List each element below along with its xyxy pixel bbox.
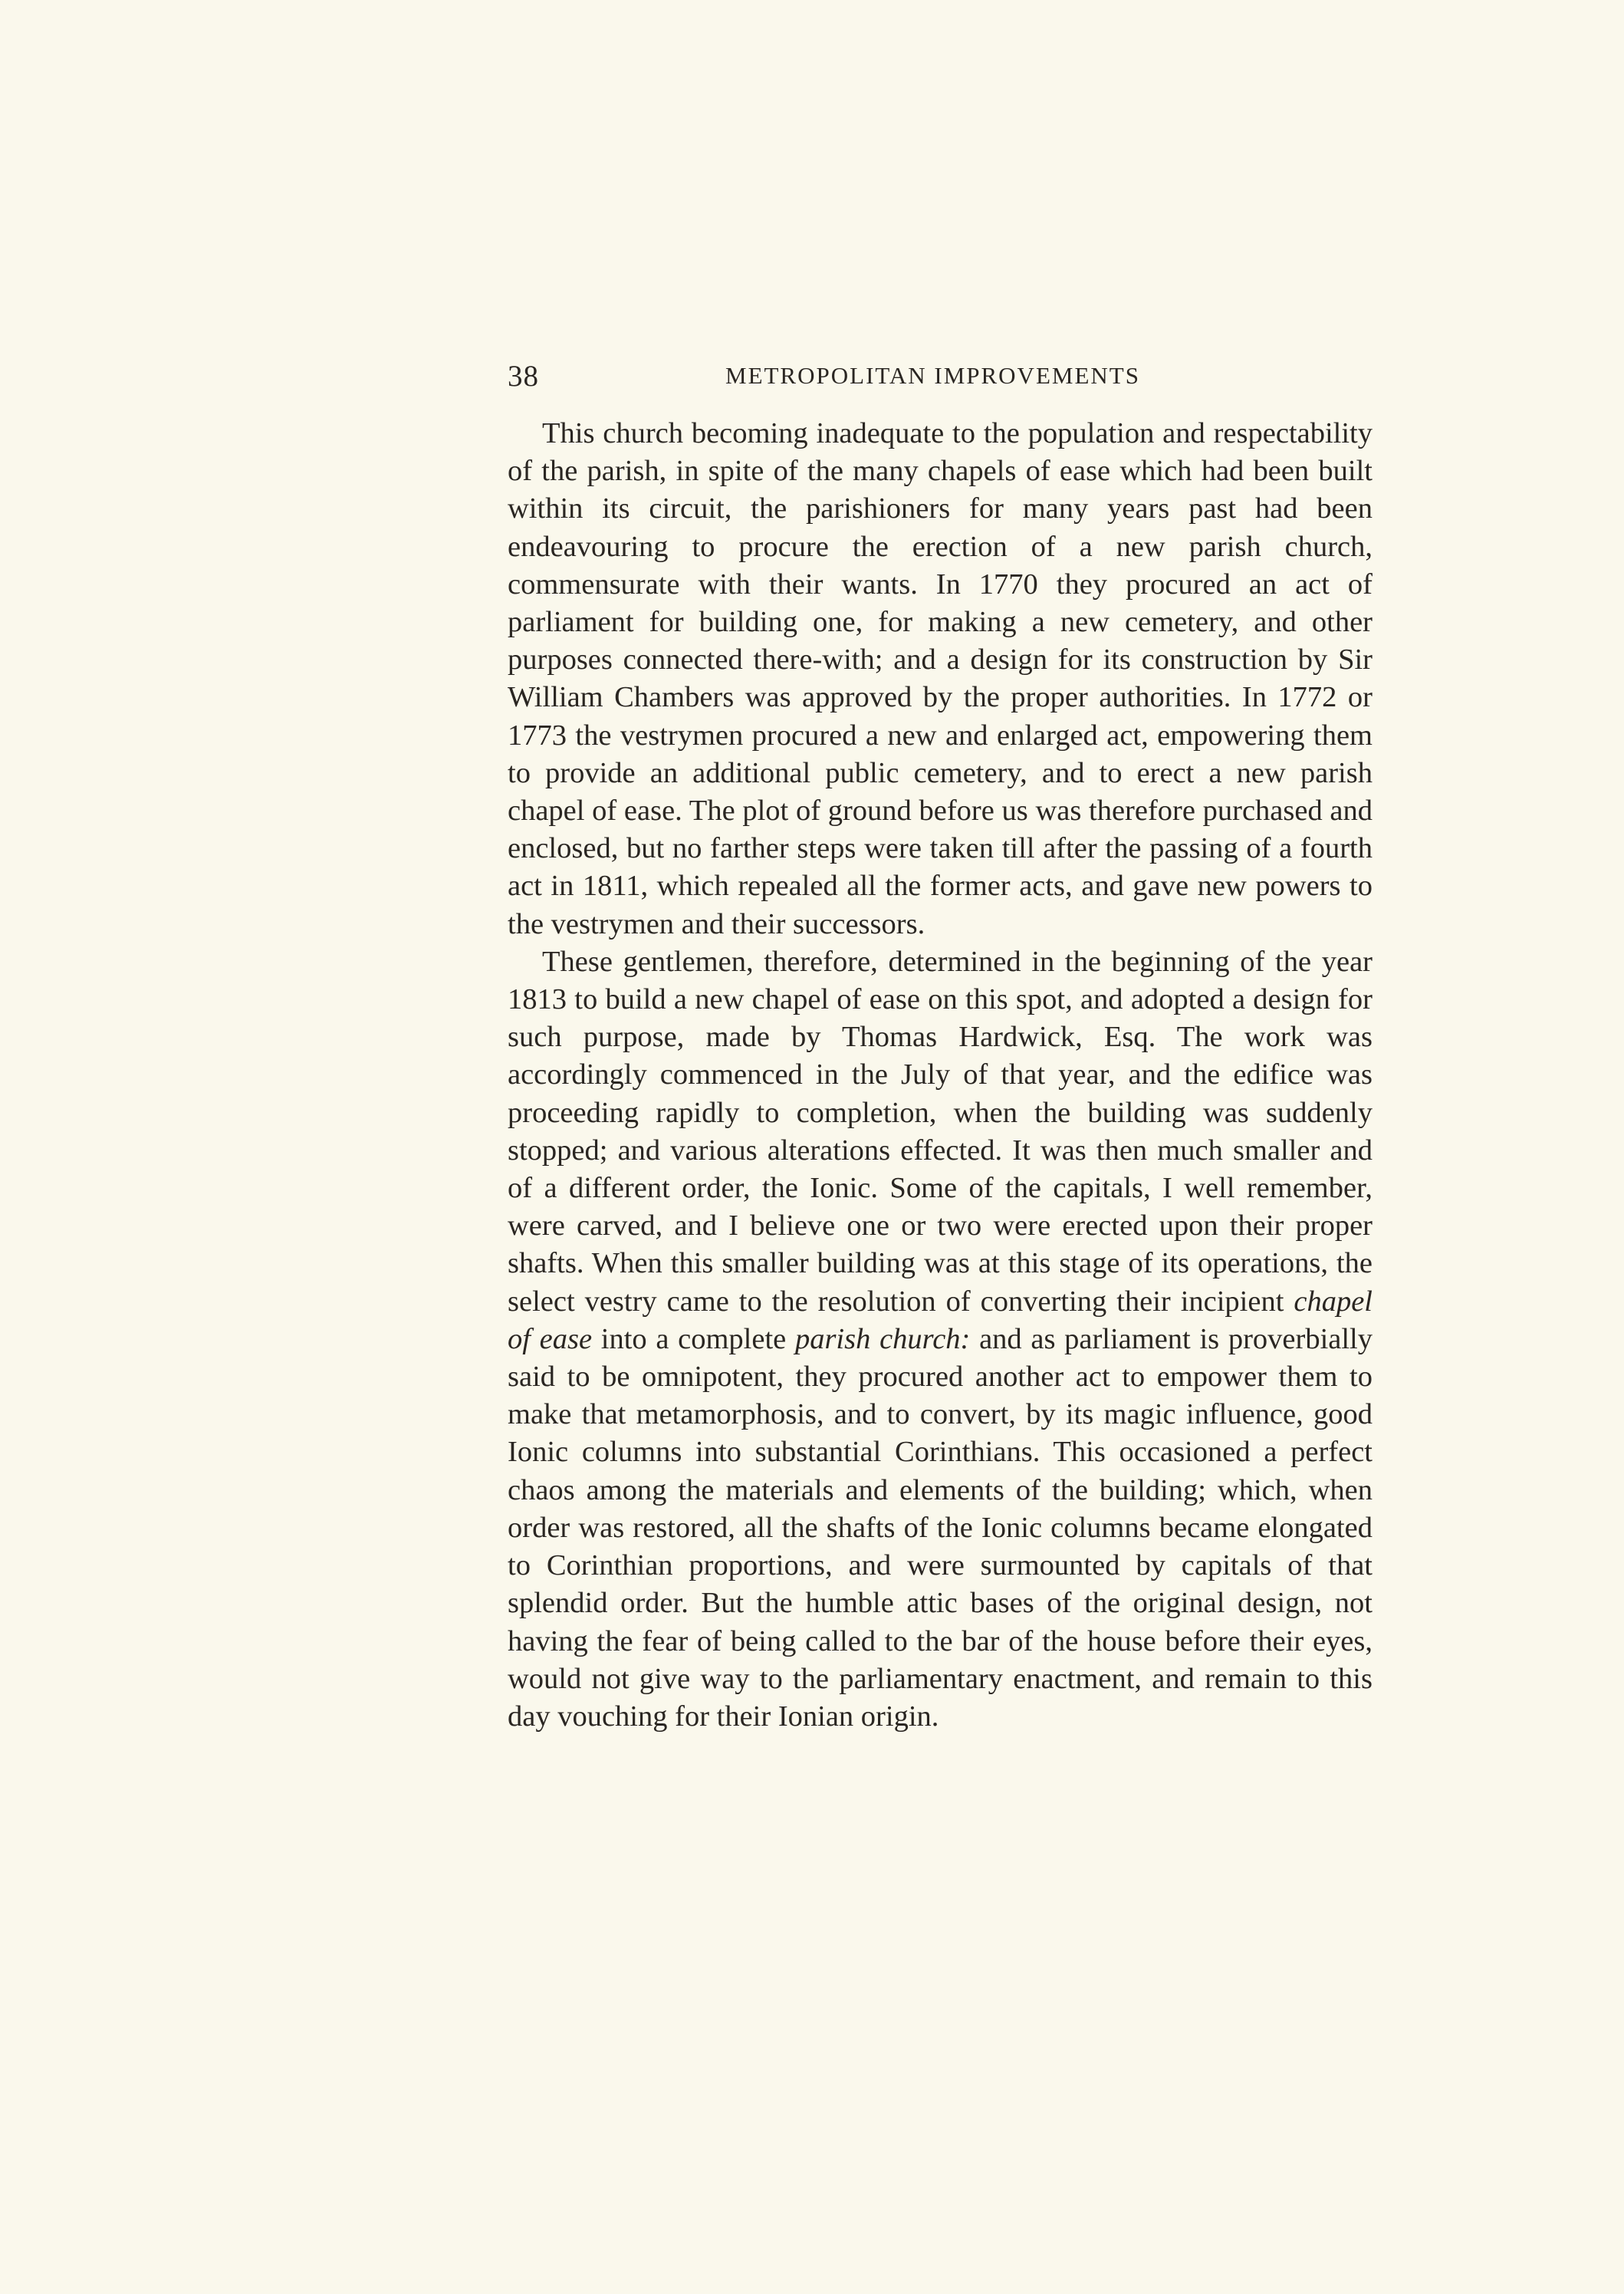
- paragraph-1: This church becoming inadequate to the population and respectability of the parish, in spite of the many chapels of ease which had been built within its circuit, the parishioners for many years past had been endeavouring to procure the erection of a new parish church, commensurate with their wants. In 1770 they procured an act of parliament for building one, for making a new cemetery, and other purposes connected there-with; and a design for its construction by Sir William Chambers was approved by the proper authorities. In 1772 or 1773 the vestrymen procured a new and enlarged act, empowering them to provide an additional public cemetery, and to erect a new parish chapel of ease. The plot of ground before us was therefore purchased and enclosed, but no farther steps were taken till after the passing of a fourth act in 1811, which repealed all the former acts, and gave new powers to the vestrymen and their successors.: [508, 417, 1373, 940]
- page-header: [508, 359, 1373, 397]
- italic-parish-church: parish church:: [794, 1322, 971, 1355]
- paragraph-2-text-c: and as parliament is proverbially said to be omnipotent, they procured another act to empower them to make that metamorphosis, and to convert, by its magic influence, good Ionic columns into substantial Corinthians. This occasioned a perfect chaos among the materials and elements of the building; which, when order was restored, all the shafts of the Ionic columns became elongated to Corinthian proportions, and were surmounted by capitals of that splendid order. But the humble attic bases of the original design, not having the fear of being called to the bar of the house before their eyes, would not give way to the parliamentary enactment, and remain to this day vouching for their Ionian origin.: [508, 1322, 1373, 1733]
- body-text: [508, 415, 1373, 1736]
- running-title: METROPOLITAN IMPROVEMENTS: [725, 362, 1140, 389]
- paragraph-2: [508, 943, 1373, 1736]
- paragraph-2-text-b: into a complete: [592, 1322, 795, 1355]
- italic-chapel-of-ease: chapel of ease: [508, 1285, 1373, 1355]
- paragraph-2-text-a: These gentlemen, therefore, determined in the beginning of the year 1813 to build a new chapel of ease on this spot, and adopted a design for such purpose, made by Thomas Hardwick, Esq. The work was accordingly commenced in the July of that year, and the edifice was proceeding rapidly to completion, when the building was suddenly stopped; and various alterations effected. It was then much smaller and of a different order, the Ionic. Some of the capitals, I well remember, were carved, and I believe one or two were erected upon their proper shafts. When this smaller building was at this stage of its operations, the select vestry came to the resolution of converting their incipient: [508, 945, 1373, 1318]
- page-number: 38: [508, 360, 539, 393]
